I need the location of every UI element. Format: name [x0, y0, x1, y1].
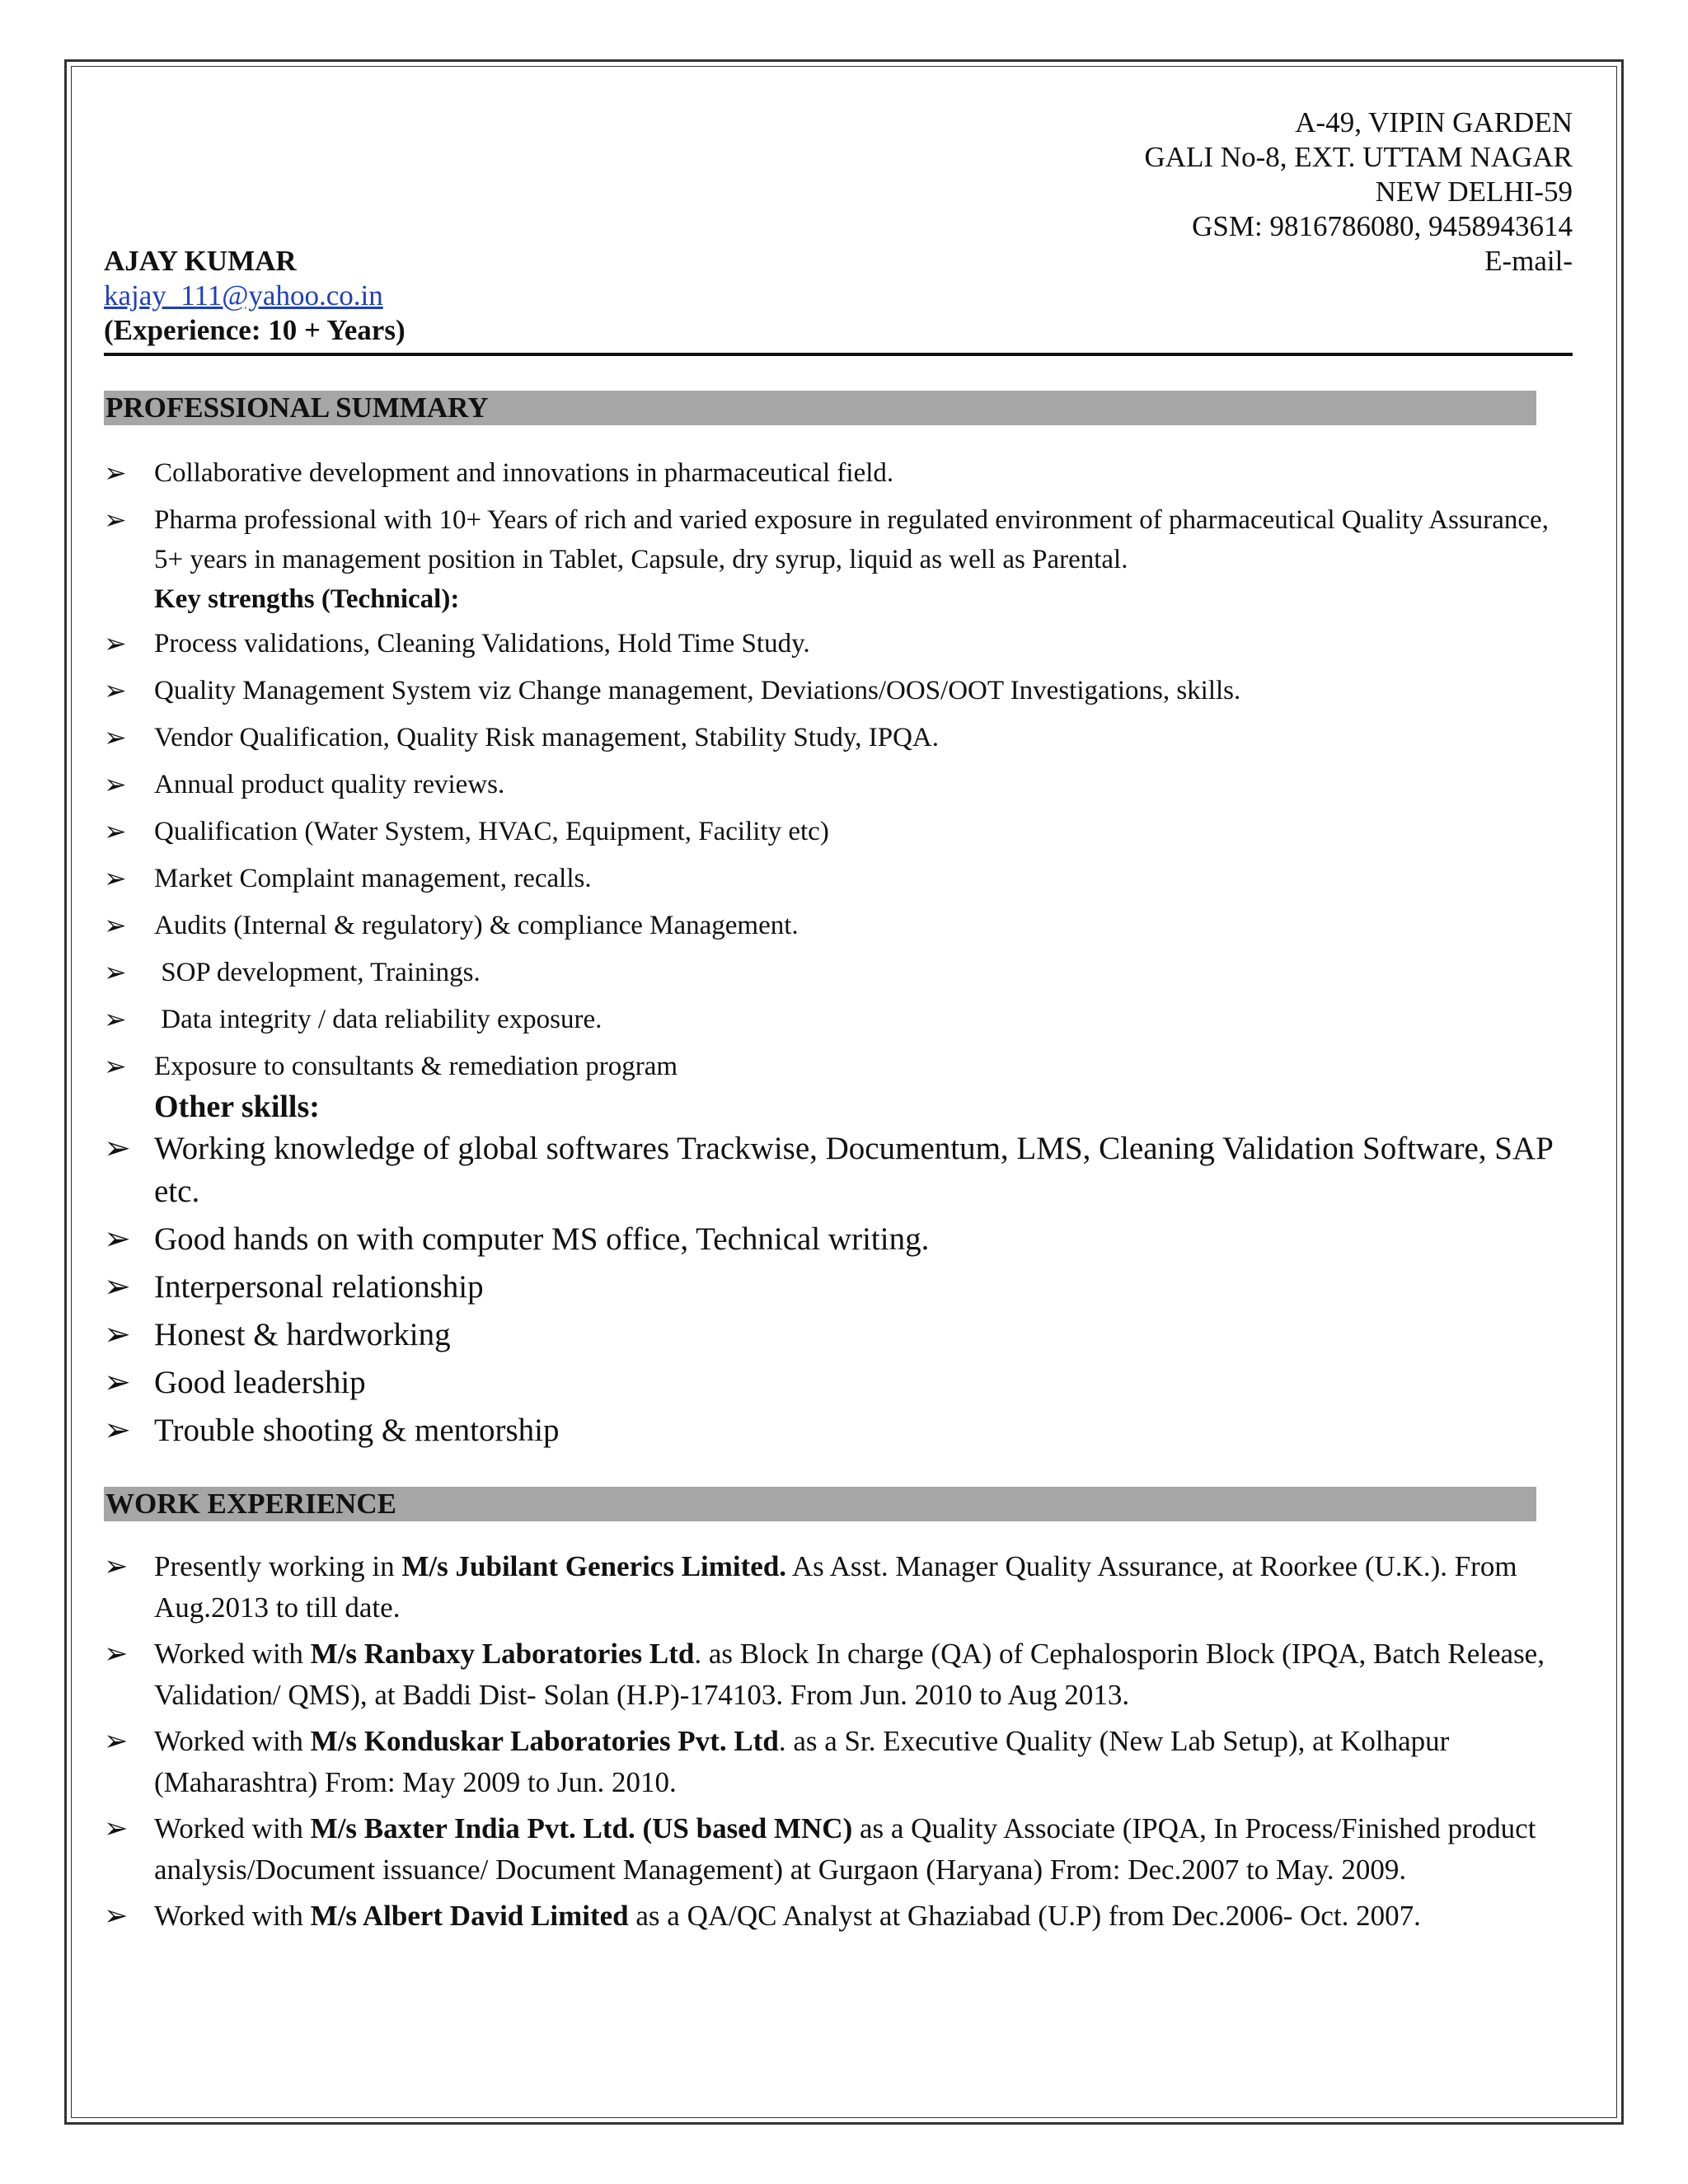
company-name: M/s Konduskar Laboratories Pvt. Ltd	[310, 1725, 779, 1757]
list-item: ➢ Pharma professional with 10+ Years of rich and varied exposure in regulated environment of pharmaceutical Quality Assurance, 5+ years in management position in Tablet, Capsule, dry syrup, liquid as well as Parental.	[104, 500, 1573, 579]
list-item: ➢ Presently working in M/s Jubilant Generics Limited. As Asst. Manager Quality Assurance, at Roorkee (U.K.). From Aug.2013 to till date.	[104, 1546, 1573, 1629]
arrow-bullet-icon: ➢	[104, 457, 127, 489]
address-block	[104, 105, 1573, 244]
list-item: ➢ Vendor Qualification, Quality Risk management, Stability Study, IPQA.	[104, 718, 1573, 757]
arrow-bullet-icon: ➢	[104, 1812, 129, 1845]
arrow-bullet-icon: ➢	[104, 1130, 131, 1167]
arrow-bullet-icon: ➢	[104, 1050, 127, 1082]
company-name: M/s Ranbaxy Laboratories Ltd	[310, 1638, 695, 1670]
technical-strengths-list	[104, 624, 1573, 1086]
experience-years: (Experience: 10 + Years)	[104, 314, 406, 346]
list-item: ➢ Trouble shooting & mentorship	[104, 1409, 1573, 1452]
arrow-bullet-icon: ➢	[104, 721, 127, 753]
list-item: ➢ Data integrity / data reliability exposure.	[104, 1000, 1573, 1039]
list-item: ➢ Worked with M/s Baxter India Pvt. Ltd. (US based MNC) as a Quality Associate (IPQA, In Process/Finished product analysis/Document issuance/ Document Management) at Gurgaon (Haryana) From: Dec.2007 to May. 2009.	[104, 1808, 1573, 1891]
arrow-bullet-icon: ➢	[104, 1900, 129, 1933]
list-item: ➢ Audits (Internal & regulatory) & compliance Management.	[104, 906, 1573, 945]
email-label: E-mail-	[1484, 245, 1573, 277]
arrow-bullet-icon: ➢	[104, 504, 127, 536]
candidate-name: AJAY KUMAR	[104, 245, 297, 277]
list-item: ➢ Annual product quality reviews.	[104, 765, 1573, 804]
arrow-bullet-icon: ➢	[104, 674, 127, 706]
other-skills-list	[104, 1127, 1573, 1452]
list-item: ➢ Working knowledge of global softwares Trackwise, Documentum, LMS, Cleaning Validation Software, SAP etc.	[104, 1127, 1573, 1213]
phone-line: GSM: 9816786080, 9458943614	[1192, 210, 1573, 242]
other-skills-heading: Other skills:	[154, 1090, 320, 1124]
list-item: ➢ Process validations, Cleaning Validations, Hold Time Study.	[104, 624, 1573, 663]
arrow-bullet-icon: ➢	[104, 956, 127, 988]
header-divider	[104, 353, 1573, 356]
arrow-bullet-icon: ➢	[104, 1725, 129, 1758]
list-item: ➢ SOP development, Trainings.	[104, 953, 1573, 992]
company-name: M/s Jubilant Generics Limited.	[401, 1550, 787, 1582]
list-item: ➢ Interpersonal relationship	[104, 1266, 1573, 1309]
company-name: M/s Albert David Limited	[310, 1900, 629, 1932]
work-experience-list	[104, 1546, 1573, 1937]
address-line: NEW DELHI-59	[1375, 176, 1573, 208]
arrow-bullet-icon: ➢	[104, 1316, 131, 1353]
list-item: ➢ Worked with M/s Albert David Limited as a QA/QC Analyst at Ghaziabad (U.P) from Dec.2006- Oct. 2007.	[104, 1896, 1573, 1937]
arrow-bullet-icon: ➢	[104, 862, 127, 894]
arrow-bullet-icon: ➢	[104, 1412, 131, 1449]
section-heading-summary: PROFESSIONAL SUMMARY	[104, 391, 1536, 425]
list-item: ➢ Worked with M/s Konduskar Laboratories Pvt. Ltd. as a Sr. Executive Quality (New Lab Setup), at Kolhapur (Maharashtra) From: May 2009 to Jun. 2010.	[104, 1721, 1573, 1803]
arrow-bullet-icon: ➢	[104, 1221, 131, 1258]
list-item: ➢ Honest & hardworking	[104, 1314, 1573, 1357]
arrow-bullet-icon: ➢	[104, 815, 127, 847]
email-link[interactable]: kajay_111@yahoo.co.in	[104, 279, 383, 312]
arrow-bullet-icon: ➢	[104, 909, 127, 941]
resume-page	[104, 105, 1573, 1942]
arrow-bullet-icon: ➢	[104, 627, 127, 659]
list-item: ➢ Market Complaint management, recalls.	[104, 859, 1573, 898]
address-line: A-49, VIPIN GARDEN	[1295, 106, 1573, 138]
technical-strengths-heading: Key strengths (Technical):	[154, 584, 460, 614]
list-item: ➢ Quality Management System viz Change management, Deviations/OOS/OOT Investigations, skills.	[104, 671, 1573, 710]
company-name: M/s Baxter India Pvt. Ltd. (US based MNC)	[310, 1812, 853, 1844]
arrow-bullet-icon: ➢	[104, 1550, 129, 1583]
list-item: ➢ Collaborative development and innovations in pharmaceutical field.	[104, 453, 1573, 493]
address-line: GALI No-8, EXT. UTTAM NAGAR	[1144, 141, 1573, 173]
arrow-bullet-icon: ➢	[104, 1003, 127, 1035]
arrow-bullet-icon: ➢	[104, 1638, 129, 1671]
list-item: ➢ Worked with M/s Ranbaxy Laboratories Ltd. as Block In charge (QA) of Cephalosporin Block (IPQA, Batch Release, Validation/ QMS), at Baddi Dist- Solan (H.P)-174103. From Jun. 2010 to Aug 2013.	[104, 1633, 1573, 1716]
list-item: ➢ Exposure to consultants & remediation program	[104, 1047, 1573, 1086]
summary-intro-list	[104, 453, 1573, 579]
section-heading-work: WORK EXPERIENCE	[104, 1487, 1536, 1521]
arrow-bullet-icon: ➢	[104, 768, 127, 800]
list-item: ➢ Good hands on with computer MS office, Technical writing.	[104, 1218, 1573, 1261]
list-item: ➢ Qualification (Water System, HVAC, Equipment, Facility etc)	[104, 812, 1573, 851]
list-item: ➢ Good leadership	[104, 1361, 1573, 1404]
arrow-bullet-icon: ➢	[104, 1268, 131, 1305]
name-row	[104, 244, 1573, 279]
arrow-bullet-icon: ➢	[104, 1364, 131, 1401]
